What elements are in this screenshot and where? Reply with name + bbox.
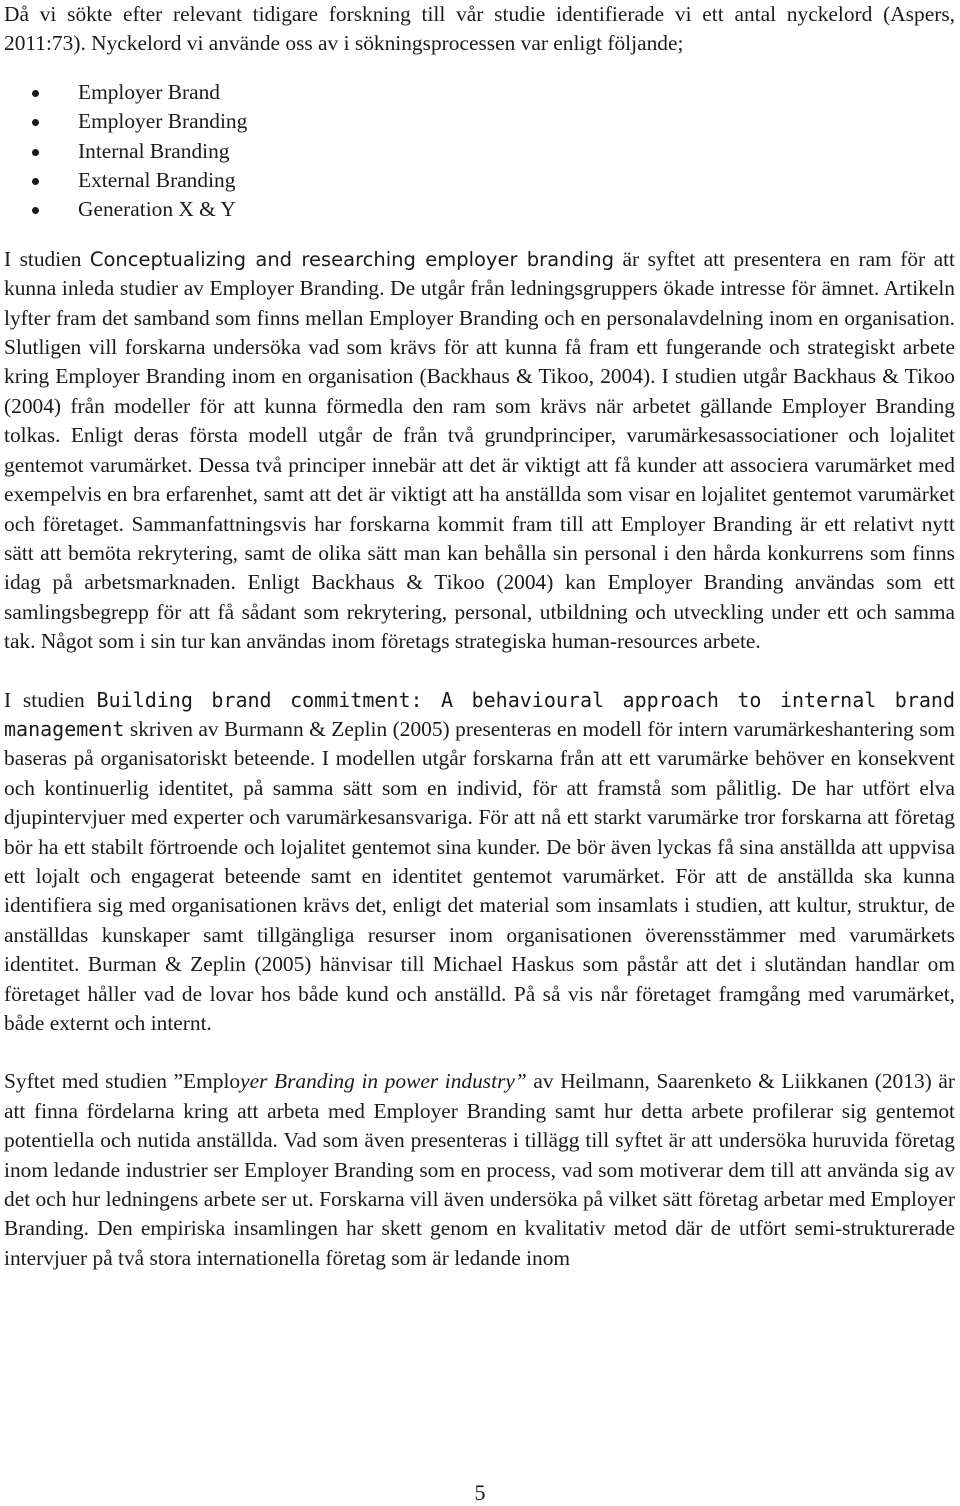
bullet-icon xyxy=(32,90,39,97)
bullet-icon xyxy=(32,178,39,185)
keyword-text: Employer Brand xyxy=(78,79,220,104)
study-title-upright: Emplo xyxy=(183,1069,241,1094)
keyword-item xyxy=(78,195,955,224)
paragraph-spacer xyxy=(4,1038,955,1067)
keyword-text: Employer Branding xyxy=(78,109,248,134)
paragraph-body: skriven av Burmann & Zeplin (2005) presenteras en modell för intern varumärkeshantering som baseras på organisatoriskt beteende. I modellen utgår forskarna från att ett varumärke behöver en konsekvent och kontinuerlig identitet, på samma sätt som en individ, för att framstå som pålitlig. De har utfört elva djupintervjuer med experter och varumärkesansvariga. För att nå ett starkt varumärke tror forskarna att företag bör ha ett stabilt förtroende och lojalitet gentemot sina kunder. De bör även lyckas få sina anställda att uppvisa ett lojalt och engagerat beteende samt en identitet gentemot varumärket. För att de anställda ska kunna identifiera sig med organisationen krävs det, enligt det material som insamlats i studien, att kultur, struktur, de anställdas kunskaper samt tillgängliga resurser inom organisationen överensstämmer med varumärkets identitet. Burman & Zeplin (2005) hänvisar till Michael Haskus som påstår att det i slutändan handlar om företaget håller vad de lovar hos både kund och anställd. På så vis når företaget framgång med varumärket, både externt och internt. xyxy=(4,716,955,1035)
bullet-icon xyxy=(32,207,39,214)
paragraph-prefix: I studien xyxy=(4,687,97,712)
bullet-icon xyxy=(32,119,39,126)
paragraph-heilmann xyxy=(4,1067,955,1273)
paragraph-body: av Heilmann, Saarenketo & Liikkanen (2013) är att finna fördelarna kring att arbeta med Employer Branding samt hur detta arbete profilerar sig gentemot potentiella och nutida anställda. Vad som även presenteras i tillägg till syftet är att undersöka huruvida företag inom ledande industrier ser Employer Branding som en process, vad som motiverar dem till att använda sig av det och hur ledningens arbete ser ut. Forskarna vill även undersöka på vilket sätt företag arbetar med Employer Branding. Den empiriska insamlingen har skett genom en kvalitativ metod där de utfört semi-strukturerade intervjuer på två stora internationella företag som är ledande inom xyxy=(4,1069,955,1270)
paragraph-body: är syftet att presentera en ram för att kunna inleda studier av Employer Branding. De utgår från ledningsgruppers ökade intresse för ämnet. Artikeln lyfter fram det samband som finns mellan Employer Branding och en personalavdelning inom en organisation. Slutligen vill forskarna undersöka vad som krävs för att kunna få fram ett fungerande och strategiskt arbete kring Employer Branding inom en organisation (Backhaus & Tikoo, 2004). I studien utgår Backhaus & Tikoo (2004) från modeller för att kunna förmedla den ram som krävs när arbetet gällande Employer Branding tolkas. Enligt deras första modell utgår de från två grundprinciper, varumärkesassociationer och lojalitet gentemot varumärket. Dessa två principer innebär att det är viktigt att få kunder att associera varumärket med exempelvis en bra erfarenhet, samt att det är viktigt att ha anställda som visar en lojalitet gentemot varumärket och företaget. Sammanfattningsvis har forskarna kommit fram till att Employer Branding är ett relativt nytt sätt att bemöta rekrytering, samt de olika sätt man kan behålla sin personal i den hårda konkurrens som finns idag på arbetsmarknaden. Enligt Backhaus & Tikoo (2004) kan Employer Branding användas som ett samlingsbegrepp för att få sådant som rekrytering, personal, utbildning och utveckling under ett och samma tak. Något som i sin tur kan användas inom företags strategiska human-resources arbete. xyxy=(4,246,955,654)
paragraph-burmann-zeplin xyxy=(4,686,955,1039)
paragraph-prefix: I studien xyxy=(4,246,90,271)
page-number: 5 xyxy=(474,1480,486,1505)
keyword-item xyxy=(78,166,955,195)
document-page xyxy=(4,0,955,1273)
keyword-list xyxy=(4,78,955,225)
title-quote-open: ” xyxy=(173,1069,184,1094)
study-title: Conceptualizing and researching employer branding xyxy=(89,247,615,271)
intro-paragraph: Då vi sökte efter relevant tidigare forskning till vår studie identifierade vi ett antal nyckelord (Aspers, 2011:73). Nyckelord vi använde oss av i sökningsprocessen var enligt följande; xyxy=(4,2,955,56)
bullet-icon xyxy=(32,149,39,156)
study-title-italic: yer Branding in power industry” xyxy=(240,1069,527,1094)
keyword-text: Internal Branding xyxy=(78,138,230,163)
paragraph-backhaus-tikoo xyxy=(4,245,955,657)
study-title: Building brand commitment: A behavioural approach to internal brand management xyxy=(4,687,956,741)
keyword-text: Generation X & Y xyxy=(78,197,236,222)
paragraph-spacer xyxy=(4,657,955,686)
keyword-item xyxy=(78,78,955,107)
keyword-item xyxy=(78,137,955,166)
keyword-item xyxy=(78,107,955,136)
paragraph-prefix: Syftet med studien xyxy=(4,1069,174,1094)
keyword-text: External Branding xyxy=(78,168,236,193)
